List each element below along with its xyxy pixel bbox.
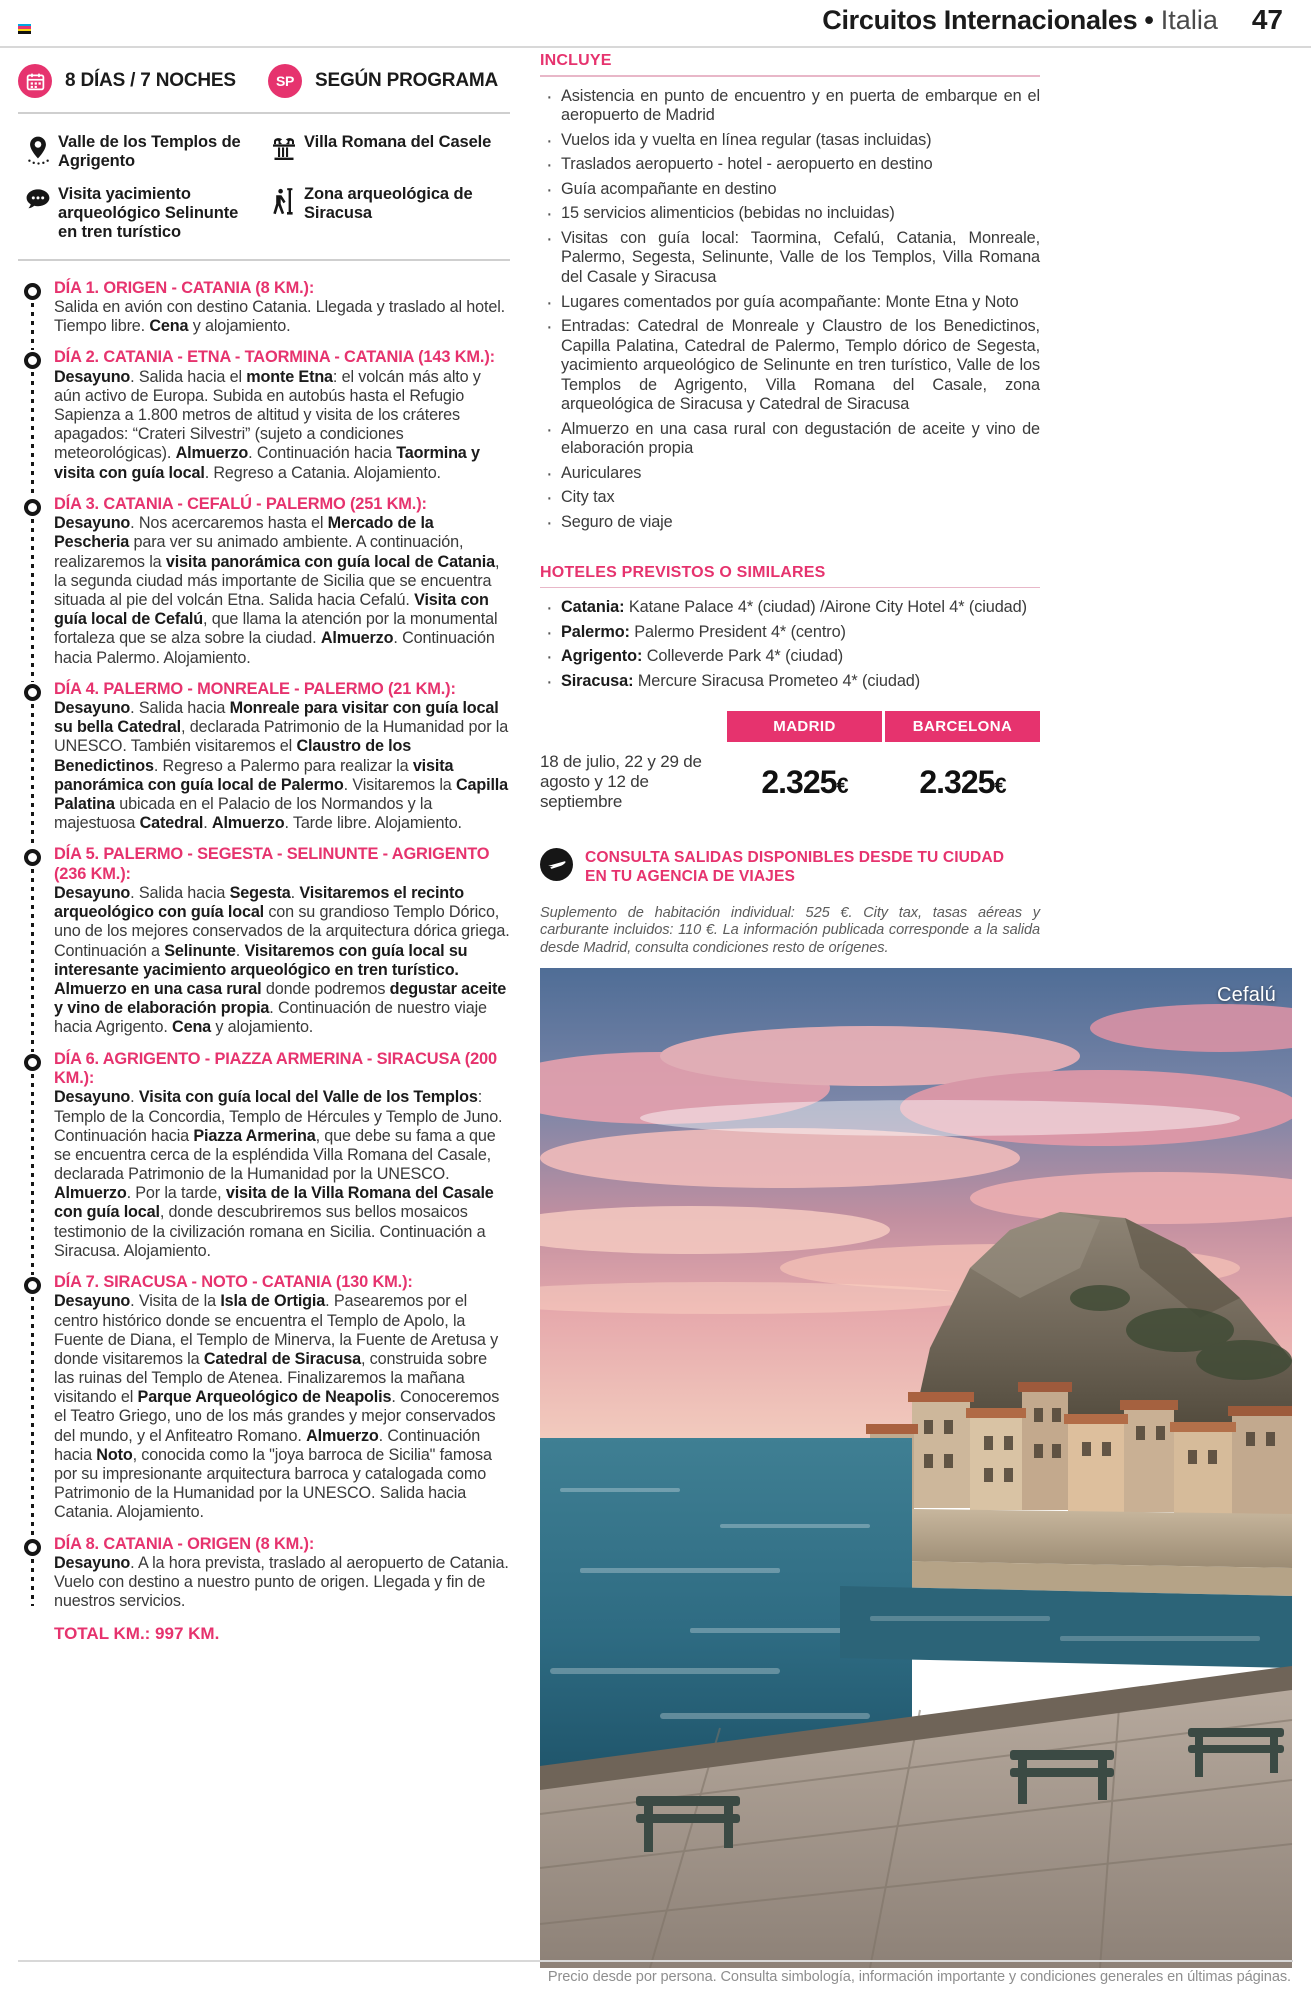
highlight-item [264, 126, 510, 178]
consulta-banner [540, 848, 1040, 887]
header-title-bold: Circuitos Internacionales [822, 5, 1138, 35]
day-marker-icon [24, 684, 41, 701]
itinerary-day [18, 495, 510, 668]
footer-divider [18, 1960, 1293, 1962]
page-footer [0, 1960, 1311, 2000]
day-title: DÍA 8. CATANIA - ORIGEN (8 KM.): [54, 1534, 315, 1553]
right-column [540, 52, 1040, 957]
day-title: DÍA 2. CATANIA - ETNA - TAORMINA - CATANIA (143 KM.): [54, 348, 495, 367]
price-barcelona-amount: 2.325 [919, 763, 995, 800]
day-marker-icon [24, 352, 41, 369]
day-marker-icon [24, 1277, 41, 1294]
header-divider [0, 46, 1311, 48]
day-body: Desayuno. Visita con guía local del Valle de los Templos: Templo de la Concordia, Templo de Hércules y Templo de Juno. Continuación hacia Piazza Armerina, que debe su fama a que se encuentra cerca de la espléndida Villa Romana del Casale, declarada Patrimonio de la Humanidad por la UNESCO. Almuerzo. Por la tarde, visita de la Villa Romana del Casale con guía local, donde descubriremos sus bellos mosaicos testimonio de la civilización romana en Sicilia. Continuación a Siracusa. Alojamiento. [54, 1088, 503, 1260]
hotels-heading: HOTELES PREVISTOS O SIMILARES [540, 563, 826, 581]
hotel-name: Mercure Siracusa Prometeo 4* (ciudad) [633, 671, 921, 690]
hotel-item [540, 647, 1040, 667]
hotel-city: Catania: [561, 598, 625, 617]
header-separator: • [1144, 5, 1154, 35]
hotel-item [540, 598, 1040, 618]
legal-note: Suplemento de habitación individual: 525 €. City tax, tasas aéreas y carburante incluidos: 110 €. La información publicada corresponde a la salida desde Madrid, consulta condiciones resto de orígenes. [540, 904, 1040, 956]
itinerary-day [18, 1273, 510, 1523]
day-connector-line [31, 704, 34, 848]
print-color-bar [18, 24, 31, 38]
price-table [540, 711, 1040, 812]
hotel-name: Palermo President 4* (centro) [629, 622, 846, 641]
highlight-label: Villa Romana del Casele [304, 132, 492, 151]
day-marker-icon [24, 1539, 41, 1556]
hotel-city: Siracusa: [561, 671, 634, 690]
includes-list [540, 87, 1040, 533]
total-kilometers: TOTAL KM.: 997 KM. [54, 1623, 220, 1643]
highlight-label: Visita yacimiento arqueológico Selinunte en tren turístico [58, 184, 239, 241]
includes-heading: INCLUYE [540, 52, 612, 69]
day-connector-line [31, 372, 34, 496]
itinerary-day [18, 348, 510, 482]
page-number: 47 [1251, 4, 1283, 35]
price-column-barcelona: BARCELONA [885, 711, 1040, 742]
includes-item: · Asistencia en punto de encuentro y en puerta de embarque en el aeropuerto de Madrid [540, 87, 1040, 126]
includes-item: · City tax [540, 488, 1040, 508]
day-connector-line [31, 1074, 34, 1275]
day-body: Desayuno. Nos acercaremos hasta el Mercado de la Pescheria para ver su animado ambiente. A continuación, realizaremos la visita panorámica con guía local de Catania, la segunda ciudad más importante de Sicilia que se encuentra situada al pie del volcán Etna. Salida hacia Cefalú. Visita con guía local de Cefalú, que llama la atención por la monumental fortaleza que se alza sobre la ciudad. Almuerzo. Continuación hacia Palermo. Alojamiento. [54, 514, 500, 667]
day-marker-icon [24, 849, 41, 866]
day-body: Desayuno. Salida hacia el monte Etna: el volcán más alto y aún activo de Europa. Subida en autobús hasta el Refugio Sapienza a 1.800 metros de altitud y visita de los cráteres apagados: “Crateri Silvestri” (sujeto a condiciones meteorológicas). Almuerzo. Continuación hacia Taormina y visita con guía local. Regreso a Catania. Alojamiento. [54, 367, 481, 482]
day-title: DÍA 5. PALERMO - SEGESTA - SELINUNTE - AGRIGENTO (236 KM.): [54, 845, 490, 883]
day-title: DÍA 1. ORIGEN - CATANIA (8 KM.): [54, 278, 315, 297]
currency-symbol: € [994, 772, 1006, 798]
fact-program-label: SEGÚN PROGRAMA [315, 70, 498, 91]
highlight-label: Zona arqueológica de Siracusa [304, 184, 473, 222]
fact-duration [18, 64, 268, 98]
hotel-item [540, 623, 1040, 643]
hotel-city: Palermo: [561, 622, 630, 641]
highlight-label: Valle de los Templos de Agrigento [58, 132, 241, 170]
day-title: DÍA 4. PALERMO - MONREALE - PALERMO (21 KM.): [54, 679, 456, 698]
itinerary-day [18, 1535, 510, 1612]
includes-item: · Vuelos ida y vuelta en línea regular (tasas incluidas) [540, 131, 1040, 151]
day-title: DÍA 6. AGRIGENTO - PIAZZA ARMERINA - SIRACUSA (200 KM.): [54, 1049, 497, 1087]
hotel-city: Agrigento: [561, 647, 643, 666]
itinerary-list [18, 261, 510, 1612]
fact-duration-label: 8 DÍAS / 7 NOCHES [65, 70, 236, 91]
highlights-grid [18, 114, 510, 260]
day-body: Desayuno. Salida hacia Segesta. Visitaremos el recinto arqueológico con guía local con su grandioso Templo Dórico, uno de los mejores conservados de la arquitectura dórica griega. Continuación a Selinunte. Visitaremos con guía local su interesante yacimiento arqueológico en tren turístico. Almuerzo en una casa rural donde podremos degustar aceite y vino de elaboración propia. Continuación de nuestro viaje hacia Agrigento. Cena y alojamiento. [54, 884, 510, 1037]
highlight-item [264, 178, 510, 249]
currency-symbol: € [836, 772, 848, 798]
includes-item: · Seguro de viaje [540, 513, 1040, 533]
highlight-item [18, 126, 264, 178]
includes-item: · Lugares comentados por guía acompañante: Monte Etna y Noto [540, 293, 1040, 313]
header-title-country: Italia [1160, 5, 1218, 35]
destination-photo [540, 968, 1292, 1968]
day-marker-icon [24, 1054, 41, 1071]
day-marker-icon [24, 283, 41, 300]
includes-divider [540, 75, 1040, 77]
sp-badge-icon [268, 64, 302, 98]
itinerary-day [18, 845, 510, 1037]
day-body: Desayuno. Salida hacia Monreale para visitar con guía local su bella Catedral, declarada Patrimonio de la Humanidad por la UNESCO. También visitaremos el Claustro de los Benedictinos. Regreso a Palermo para realizar la visita panorámica con guía local de Palermo. Visitaremos la Capilla Palatina ubicada en el Palacio de los Normandos y la majestuosa Catedral. Almuerzo. Tarde libre. Alojamiento. [54, 699, 509, 833]
itinerary-day [18, 279, 510, 337]
facts-row [18, 52, 510, 112]
page-header [0, 0, 1311, 50]
hotel-name: Katane Palace 4* (ciudad) /Airone City Hotel 4* (ciudad) [624, 598, 1027, 617]
day-connector-line [31, 519, 34, 682]
map-pin-icon [18, 133, 58, 165]
hotel-name: Colleverde Park 4* (ciudad) [642, 647, 844, 666]
price-madrid-amount: 2.325 [761, 763, 837, 800]
speech-bubble-icon [18, 185, 58, 211]
day-body: Salida en avión con destino Catania. Llegada y traslado al hotel. Tiempo libre. Cena y alojamiento. [54, 297, 506, 336]
itinerary-day [18, 680, 510, 834]
day-connector-line [31, 303, 34, 351]
footer-text: Precio desde por persona. Consulta simbología, información importante y condiciones generales en últimas páginas. [547, 1969, 1291, 1985]
price-table-row [540, 752, 1040, 812]
itinerary-day [18, 1050, 510, 1261]
includes-item: · Auriculares [540, 464, 1040, 484]
day-title: DÍA 3. CATANIA - CEFALÚ - PALERMO (251 KM.): [54, 494, 427, 513]
includes-item: · Guía acompañante en destino [540, 180, 1040, 200]
left-column [18, 52, 510, 1644]
includes-item: · Traslados aeropuerto - hotel - aeropuerto en destino [540, 155, 1040, 175]
day-body: Desayuno. Visita de la Isla de Ortigia. Pasearemos por el centro histórico donde se encuentra el Templo de Apolo, la Fuente de Diana, el Templo de Minerva, la Fuente de Aretusa y donde visitaremos la Catedral de Siracusa, construida sobre las ruinas del Templo de Atenea. Finalizaremos la mañana visitando el Parque Arqueológico de Neapolis. Conoceremos el Teatro Griego, uno de los más grandes y mejor conservados del mundo, y el Anfiteatro Romano. Almuerzo. Continuación hacia Noto, conocida como la "joya barroca de Sicilia" famosa por su impresionante arquitectura barroca y catalogada como Patrimonio de la Humanidad por la UNESCO. Salida hacia Catania. Alojamiento. [54, 1292, 500, 1522]
consulta-line2: EN TU AGENCIA DE VIAJES [585, 868, 795, 886]
ruins-icon [264, 185, 304, 217]
day-connector-line [31, 1559, 34, 1606]
day-title: DÍA 7. SIRACUSA - NOTO - CATANIA (130 KM.): [54, 1273, 413, 1291]
highlight-item [18, 178, 264, 249]
hotels-list [540, 598, 1040, 691]
day-body: Desayuno. A la hora prevista, traslado al aeropuerto de Catania. Vuelo con destino a nuestro punto de origen. Llegada y fin de nuestros servicios. [54, 1553, 509, 1611]
column-icon [264, 133, 304, 163]
photo-caption: Cefalú [1216, 984, 1276, 1006]
consulta-text [585, 848, 1004, 887]
includes-item: · Entradas: Catedral de Monreale y Claustro de los Benedictinos, Capilla Palatina, Catedral de Palermo, Templo dórico de Segesta, yacimiento arqueológico de Selinunte en tren turístico, Valle de los Templos de Agrigento, Villa Romana del Casale, zona arqueológica de Siracusa y Catedral de Siracusa [540, 317, 1040, 415]
consulta-line1: CONSULTA SALIDAS DISPONIBLES DESDE TU CIUDAD [585, 848, 1005, 866]
calendar-icon [18, 64, 52, 98]
fact-program [268, 64, 498, 98]
price-table-header [540, 711, 1040, 742]
day-connector-line [31, 869, 34, 1051]
price-barcelona [885, 764, 1040, 801]
includes-item: · Visitas con guía local: Taormina, Cefalú, Catania, Monreale, Palermo, Segesta, Selinunte, Valle de los Templos, Villa Romana del Casale y Siracusa [540, 229, 1040, 288]
day-marker-icon [24, 499, 41, 516]
plane-circle-icon [540, 848, 573, 881]
hotels-divider [540, 587, 1040, 589]
price-madrid [727, 764, 882, 801]
includes-item: · 15 servicios alimenticios (bebidas no incluidas) [540, 204, 1040, 224]
departure-dates: 18 de julio, 22 y 29 de agosto y 12 de septiembre [540, 752, 702, 812]
hotel-item [540, 672, 1040, 692]
photo-illustration [540, 968, 1292, 1968]
includes-item: · Almuerzo en una casa rural con degustación de aceite y vino de elaboración propia [540, 420, 1040, 459]
price-column-madrid: MADRID [727, 711, 882, 742]
sp-badge-text: SP [275, 73, 295, 89]
day-connector-line [31, 1297, 34, 1537]
